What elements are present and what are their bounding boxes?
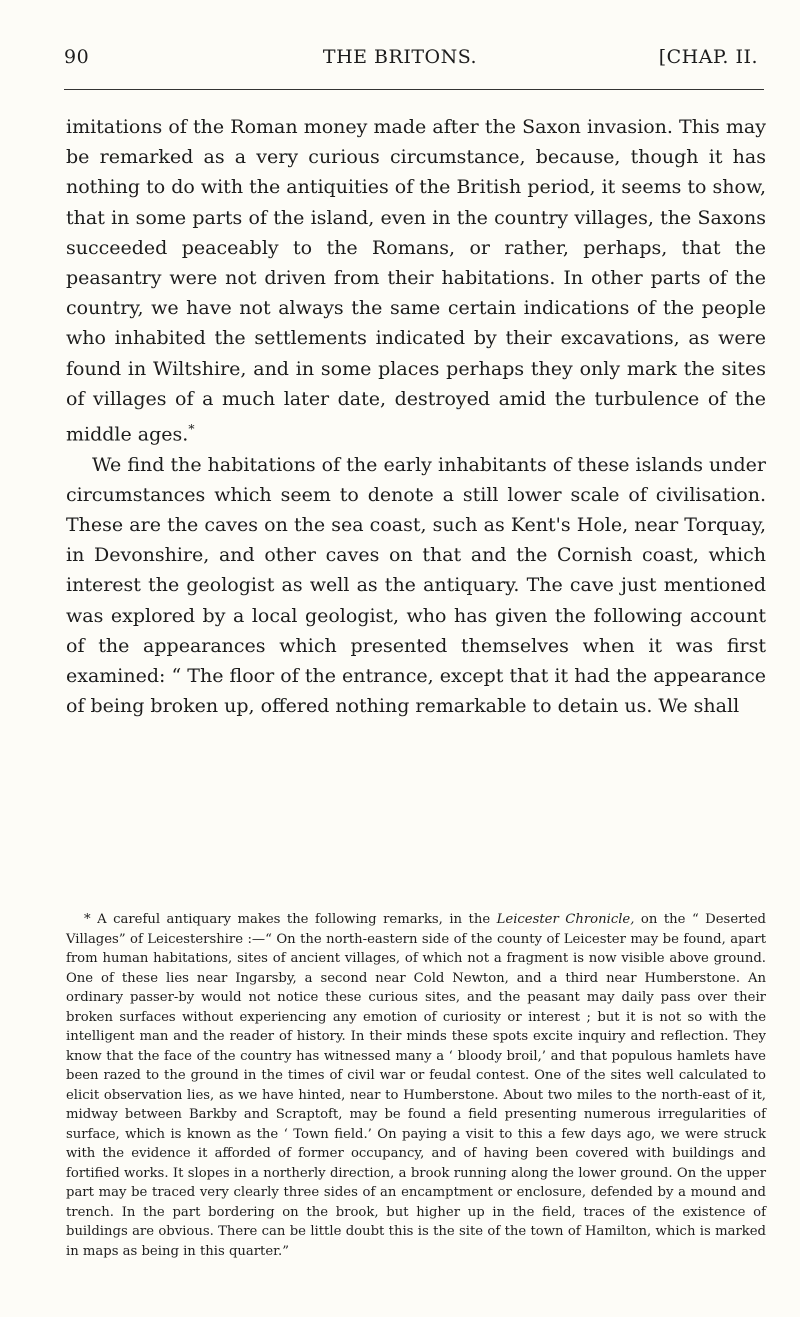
footnote — [66, 910, 766, 1261]
paragraph-2: We find the habitations of the early inhabitants of these islands under circumstances which seem to denote a still lower scale of civilisation. These are the caves on the sea coast, such as Kent's Hole, near Torquay, in Devonshire, and other caves on that and the Cornish coast, which interest the geologist as well as the antiquary. The cave just mentioned was explored by a local geologist, who has given the following account of the appearances which presented themselves when it was first examined: “ The floor of the entrance, except that it had the appearance of being broken up, offered nothing remarkable to detain us. We shall — [66, 453, 766, 718]
footnote-body: on the “ Deserted Villages” of Leicestershire :—“ On the north-eastern side of the county of Leicester may be found, apart from human habitations, sites of ancient villages, of which not a fragment is now visible above ground. One of these lies near Ingarsby, a second near Cold Newton, and a third near Humberstone. An ordinary passer-by would not notice these curious sites, and the peasant may daily pass over their broken surfaces without experiencing any emotion of curiosity or interest ; but it is not so with the intelligent man and the reader of history. In their minds these spots excite inquiry and reflection. They know that the face of the country has witnessed many a ‘ bloody broil,’ and that populous hamlets have been razed to the ground in the times of civil war or feudal contest. One of the sites well calculated to elicit observation lies, as we have hinted, near to Humberstone. About two miles to the north-east of it, midway between Barkby and Scraptoft, may be found a field presenting numerous irregularities of surface, which is known as the ‘ Town field.’ On paying a visit to this a few days ago, we were struck with the evidence it afforded of former occupancy, and of having been covered with buildings and fortified works. It slopes in a northerly direction, a brook running along the lower ground. On the upper part may be traced very clearly three sides of an encamptment or enclosure, defended by a mound and trench. In the part bordering on the brook, but higher up in the field, traces of the existence of buildings are obvious. There can be little doubt this is the site of the town of Hamilton, which is marked in maps as being in this quarter.” — [66, 912, 766, 1259]
chapter-label: [CHAP. II. — [658, 46, 758, 68]
running-header — [32, 46, 768, 76]
main-text — [66, 112, 766, 721]
page-number: 90 — [64, 46, 90, 68]
footnote-reference: * — [188, 422, 195, 437]
footnote-mark: * — [84, 912, 91, 927]
footnote-lead: A careful antiquary makes the following remarks, in the — [97, 912, 491, 927]
running-title: THE BRITONS. — [322, 46, 478, 68]
footnote-journal: Leicester Chronicle, — [496, 912, 635, 927]
header-rule — [64, 89, 764, 90]
footnote-text — [66, 910, 766, 1261]
paragraph-1-text: imitations of the Roman money made after the Saxon invasion. This may be remarked as a very curious circumstance, because, though it has nothing to do with the antiquities of the British period, it seems to show, that in some parts of the island, even in the country villages, the Saxons succeeded peaceably to the Romans, or rather, perhaps, that the peasantry were not driven from their habitations. In other parts of the country, we have not always the same certain indications of the people who inhabited the settlements indicated by their excavations, as were found in Wiltshire, and in some places perhaps they only mark the sites of villages of a much later date, destroyed amid the turbulence of the middle ages. — [66, 116, 766, 446]
paragraph-1 — [66, 112, 766, 450]
